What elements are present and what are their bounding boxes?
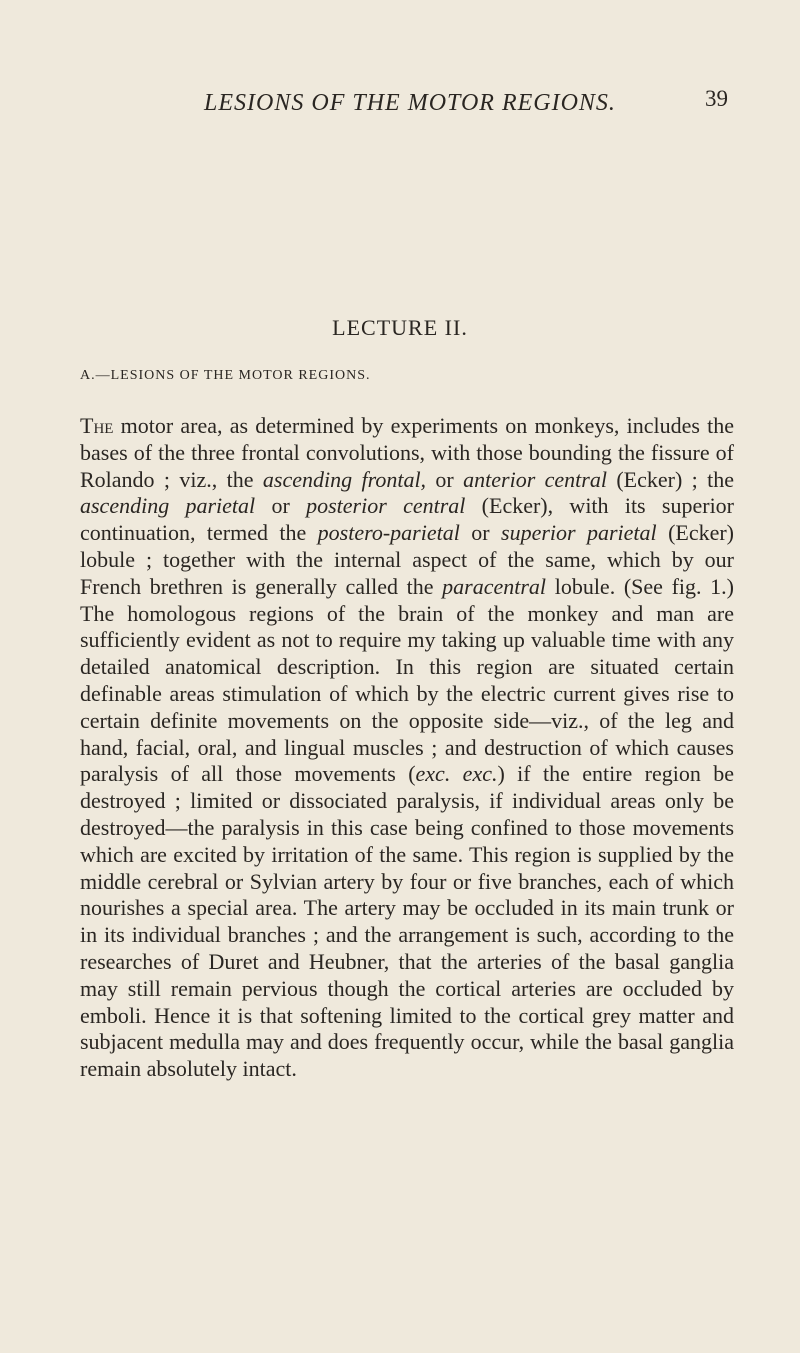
body-paragraph	[80, 413, 734, 1083]
text-run: lobule. (See fig. 1.) The homologous regions of the brain of the monkey and man are sufficiently evident as not to require my taking up valuable time with any detailed anatomical description. In this region are situated certain definable areas stimulation of which by the electric current gives rise to certain definite movements on the opposite side—viz., of the leg and hand, facial, oral, and lingual muscles ; and destruction of which causes paralysis of all those movements (	[80, 573, 734, 787]
italic-term: ascending frontal,	[262, 466, 427, 492]
text-run: (Ecker) lobule ; together with the internal aspect of the same, which by our French brethren is generally called the	[80, 520, 735, 599]
text-run: motor area, as determined by experiments on monkeys, includes the bases of the three frontal convolutions, with those bounding the fissure of Rolando ; viz., the	[80, 413, 734, 492]
italic-term: paracentral	[442, 573, 547, 599]
text-run: (Ecker), with its superior continuation, termed the	[80, 493, 735, 546]
text-run: or	[459, 520, 502, 546]
italic-term: ascending parietal	[80, 493, 256, 519]
lecture-title: LECTURE II.	[332, 315, 468, 340]
text-run: or	[426, 466, 464, 492]
section-heading: A.—LESIONS OF THE MOTOR REGIONS.	[80, 368, 371, 383]
text-run: or	[255, 493, 307, 519]
italic-term: anterior central	[463, 466, 607, 492]
running-head: LESIONS OF THE MOTOR REGIONS.	[204, 90, 616, 116]
italic-term: postero-parietal	[317, 520, 460, 546]
opening-word: The	[80, 413, 114, 438]
italic-term: superior parietal	[501, 520, 657, 546]
italic-term: posterior central	[306, 493, 466, 519]
page-number: 39	[705, 86, 728, 111]
text-run: ) if the entire region be destroyed ; limited or dissociated paralysis, if individual areas only be destroyed—the paralysis in this case being confined to those movements which are excited by irritation of the same. This region is supplied by the middle cerebral or Sylvian artery by four or five branches, each of which nourishes a special area. The artery may be occluded in its main trunk or in its individual branches ; and the arrangement is such, according to the researches of Duret and Heubner, that the arteries of the basal ganglia may still remain pervious though the cortical arteries are occluded by emboli. Hence it is that softening limited to the cortical grey matter and subjacent medulla may and does frequently occur, while the basal ganglia remain absolutely intact.	[80, 761, 734, 1082]
text-run: (Ecker) ; the	[606, 466, 735, 492]
italic-term: exc. exc.	[415, 761, 498, 787]
